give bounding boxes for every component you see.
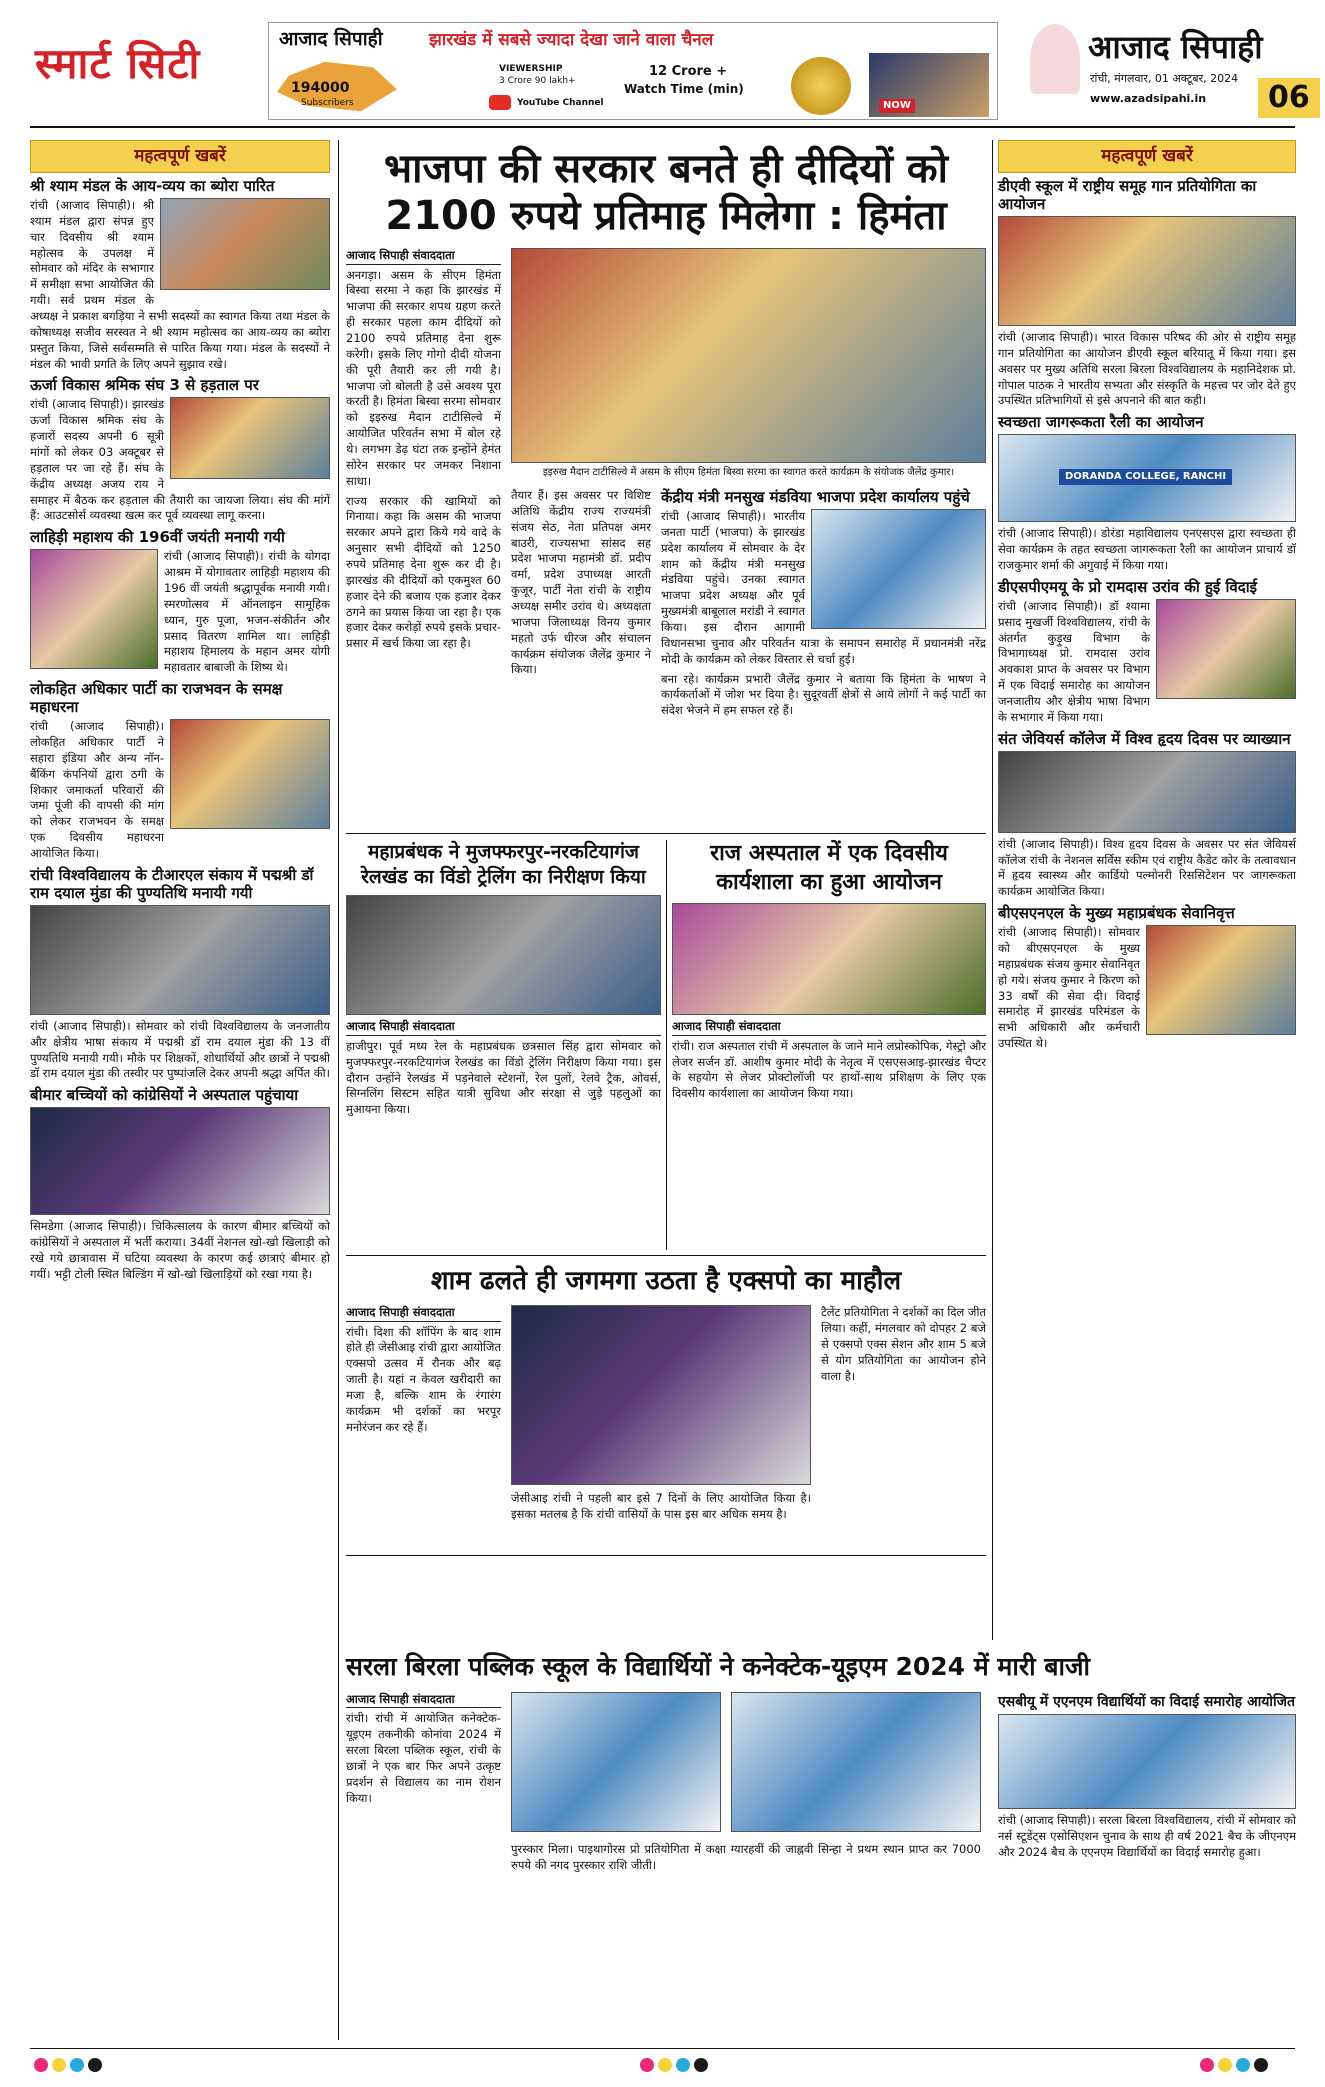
sbps-text-b: पुरस्कार मिला। पाइथागोरस प्रो प्रतियोगिता में कक्षा ग्यारहवीं की जाह्नवी सिन्हा ने प्रथम स्थान प्राप्त कर 7000 रुपये की नगद पुरस्कार राशि जीती।	[511, 1841, 981, 1872]
right-article-6	[998, 1690, 1296, 1860]
right-article-4-text: रांची (आजाद सिपाही)। विश्व हृदय दिवस के अवसर पर संत जेवियर्स कॉलेज रांची के नेशनल सर्विस स्कीम एवं राष्ट्रीय कैडेट कोर के तत्वावधान में हृदय स्वास्थ्य और कार्डियो पल्मोनरी रिससिटेशन पर जागरूकता कार्यक्रम आयोजित किया।	[998, 836, 1296, 899]
pen-icon	[1030, 24, 1080, 94]
right-article-1-photo	[998, 216, 1296, 326]
page-number: 06	[1258, 78, 1320, 118]
rail-text: हाजीपुर। पूर्व मध्य रेल के महाप्रबंधक छत्रसाल सिंह द्वारा सोमवार को मुजफ्फरपुर-नरकटियागंज रेलखंड का विंडो ट्रेलिंग निरीक्षण किया गया। इस दौरान उन्होंने रेलखंड में पड़नेवाले स्टेशनों, रेल पुलों, रेलवे ट्रैक, ओवर्स, सिग्नलिंग सिस्टम सहित यात्री सुविधा और संरक्षा से जुड़े पहलुओं का मुआयना किया।	[346, 1038, 661, 1117]
left-article-6-title: बीमार बच्चियों को कांग्रेसियों ने अस्पताल पहुंचाया	[30, 1086, 299, 1105]
center-column	[346, 140, 986, 1556]
lead-text-a: अनगड़ा। असम के सीएम हिमंता बिस्वा सरमा ने कहा कि झारखंड में भाजपा की सरकार शपथ ग्रहण करते ही सरकार पहला काम दीदियों को 2100 रुपये प्रतिमाह देना शुरू करेगी। इसके लिए गोगो दीदी योजना की पूरी तैयारी कर ली गयी है। भाजपा जो बोलती है उसे अवश्य पूरा करती है। हिमंता बिस्वा सरमा सोमवार को इइरुख मैदान टाटीसिल्वे में आयोजित परिवर्तन सभा में बोल रहे थे। लगभग डेढ़ घंटा तक इन्होंने हेमंत सोरेन सरकार पर जमकर निशाना साधा।	[346, 267, 501, 488]
sbps-photo-1	[511, 1692, 721, 1832]
left-article-3-title: लाहिड़ी महाशय की 196वीं जयंती मनायी गयी	[30, 528, 285, 547]
expo-caption: जेसीआइ रांची ने पहली बार इसे 7 दिनों के लिए आयोजित किया है। इसका मतलब है कि रांची वासियों के पास इस बार अधिक समय है।	[511, 1491, 811, 1521]
reg-dot-icon	[658, 2058, 672, 2072]
right-article-6-photo	[998, 1714, 1296, 1809]
left-article-2-text: रांची (आजाद सिपाही)। झारखंड ऊर्जा विकास श्रमिक संघ के हजारों सदस्य अपनी 6 सूत्री मांगों को लेकर 03 अक्टूबर से हड़ताल पर जा रहे हैं। संघ के केंद्रीय अध्यक्ष अजय राय ने समाहर में बैठक कर हड़ताल की तैयारी का जायजा लिया। संघ की मांगें हैं: आउटसोर्स व्यवस्था खत्म कर पूर्व व्यवस्था लागू करना।	[30, 397, 330, 523]
left-article-4-photo	[170, 719, 330, 829]
sbps-byline: आजाद सिपाही संवाददाता	[346, 1692, 501, 1709]
hospital-title-1: राज अस्पताल में एक दिवसीय	[710, 841, 948, 866]
subs-count: 194000	[291, 80, 350, 96]
left-section-title: महत्वपूर्ण खबरें	[30, 140, 330, 173]
footer-dots-mid	[640, 2058, 712, 2076]
left-article-3-photo	[30, 549, 158, 669]
youtube-label: YouTube Channel	[517, 98, 604, 108]
reg-dot-icon	[1254, 2058, 1268, 2072]
left-article-6-text: सिमडेगा (आजाद सिपाही)। चिकित्सालय के कारण बीमार बच्चियों को कांग्रेसियों ने अस्पताल में भर्ती कराया। 34वीं नेशनल खो-खो खिलाड़ी को रखे गये छात्रावास में घटिया व्यवस्था के कारण कई छात्राएं बीमार हो गयीं। भट्टी टोली स्थित बिल्डिंग में खो-खो खिलाड़ियों को रखा गया है।	[30, 1219, 330, 1281]
lead-photo-caption: इइरुख मैदान टाटीसिल्वे में असम के सीएम हिमंता बिस्वा सरमा का स्वागत करते कार्यक्रम के संयोजक जैलेंद्र कुमार।	[542, 467, 955, 478]
left-article-5-photo	[30, 905, 330, 1015]
reg-dot-icon	[1236, 2058, 1250, 2072]
expo-text-b: टैलेंट प्रतियोगिता ने दर्शकों का दिल जीत लिया। कहीं, मंगलवार को दोपहर 2 बजे से एक्सपो एक्स सेशन और शाम 5 बजे से योग प्रतियोगिता का आयोजन होने वाला है।	[821, 1305, 986, 1383]
lead-text-b: राज्य सरकार की खामियों को गिनाया। कहा कि असम की भाजपा सरकार अपने द्वारा किये गये वादे के अनुसार सभी दीदियों को 1250 रुपये प्रतिमाह देना शुरू कर दी है। झारखंड की दीदियों को एकमुश्त 60 हजार देने की बजाय एक हजार देकर ठगने का प्रयास किया जा रहा है। एक हजार देकर करोड़ों रुपये इसके प्रचार-प्रसार में खर्च किया जा रहा है।	[346, 493, 501, 651]
expo-text: रांची। दिशा की शॉपिंग के बाद शाम होते ही जेसीआइ रांची द्वारा आयोजित एक्सपो उत्सव में रौनक और बढ़ जाती है। यहां न केवल खरीदारी का मजा है, बल्कि शाम के रंगारंग कार्यक्रम भी दर्शकों का भरपूर मनोरंजन कर रहे हैं।	[346, 1324, 501, 1434]
reg-dot-icon	[52, 2058, 66, 2072]
masthead	[30, 14, 1310, 126]
reg-dot-icon	[1218, 2058, 1232, 2072]
right-article-6-text: रांची (आजाद सिपाही)। सरला बिरला विश्वविद्यालय, रांची में सोमवार को नर्स स्टूडेंट्स एसोसिएशन चुनाव के साथ ही वर्ष 2021 बैच के जीएनएम और 2024 बैच के एएनएम विद्यार्थियों का विदाई समारोह हुआ।	[998, 1812, 1296, 1859]
left-article-5-title: रांची विश्वविद्यालय के टीआरएल संकाय में पद्मश्री डॉ राम दयाल मुंडा की पुण्यतिथि मनायी गयी	[30, 865, 314, 902]
channel-ad	[268, 22, 998, 120]
right-article-2-photo	[998, 434, 1296, 522]
right-article-3-title: डीएसपीएमयू के प्रो रामदास उरांव की हुई विदाई	[998, 577, 1257, 596]
left-article-4-text: रांची (आजाद सिपाही)। लोकहित अधिकार पार्टी ने सहारा इंडिया और अन्य नॉन-बैंकिंग कंपनियों द्वारा ठगी के शिकार जमाकर्ता परिवारों की जमा पूंजी की वापसी की मांग को लेकर राजभवन के समक्ष एक दिवसीय महाधरना आयोजित किया।	[30, 719, 164, 861]
rail-photo	[346, 895, 661, 1015]
subs-label: Subscribers	[301, 98, 354, 108]
award-badge-icon	[791, 57, 851, 115]
right-section-title: महत्वपूर्ण खबरें	[998, 140, 1296, 173]
right-article-1-title: डीएवी स्कूल में राष्ट्रीय समूह गान प्रतियोगिता का आयोजन	[998, 176, 1257, 213]
watch-time-label: Watch Time (min)	[624, 82, 744, 96]
left-article-1-photo	[160, 198, 330, 290]
right-article-4-title: संत जेवियर्स कॉलेज में विश्व हृदय दिवस पर व्याख्यान	[998, 729, 1291, 748]
rail-title-1: महाप्रबंधक ने मुजफ्फरपुर-नरकटियागंज	[367, 841, 640, 863]
mandaviya-photo	[811, 509, 986, 629]
lead-photo	[511, 248, 986, 463]
ad-tagline: झारखंड में सबसे ज्यादा देखा जाने वाला चैनल	[429, 30, 714, 50]
watch-time-value: 12 Crore +	[649, 64, 728, 79]
expo-photo	[511, 1305, 811, 1485]
rail-title-2: रेलखंड का विंडो ट्रेलिंग का निरीक्षण किया	[361, 865, 646, 888]
viewership-label: VIEWERSHIP	[499, 64, 563, 74]
reg-dot-icon	[1200, 2058, 1214, 2072]
mandaviya-text-b: बना रहे। कार्यक्रम प्रभारी जैलेंद्र कुमार ने बताया कि हिमंता के भाषण ने कार्यकर्ताओं में जोश भर दिया है। सुदूरवर्ती क्षेत्रों से आये लोगों ने कई पार्टी का संदेश भेजने में हम सफल रहे हैं।	[661, 671, 986, 718]
youtube-icon	[489, 95, 511, 110]
hospital-byline: आजाद सिपाही संवाददाता	[672, 1019, 986, 1036]
expo-byline: आजाद सिपाही संवाददाता	[346, 1305, 501, 1322]
now-badge: NOW	[879, 99, 915, 113]
ad-brand: आजाद सिपाही	[279, 28, 383, 50]
left-article-2-photo	[170, 397, 330, 479]
footer-dots-right	[1200, 2058, 1272, 2076]
sbps-title: सरला बिरला पब्लिक स्कूल के विद्यार्थियों ने कनेक्टेक-यूइएम 2024 में मारी बाजी	[346, 1652, 1091, 1681]
paper-name: आजाद सिपाही	[1088, 28, 1263, 66]
left-article-1-title: श्री श्याम मंडल के आय-व्यय का ब्योरा पारित	[30, 176, 275, 195]
reg-dot-icon	[34, 2058, 48, 2072]
right-article-1-text: रांची (आजाद सिपाही)। भारत विकास परिषद की ओर से राष्ट्रीय समूह गान प्रतियोगिता का आयोजन डीएवी स्कूल बरियातू में किया गया। इस अवसर पर मुख्य अतिथि सरला बिरला विश्वविद्यालय के महानिदेशक प्रो. गोपाल पाठक ने भारतीय सभ्यता और संस्कृति के महत्त्व पर जोर देते हुए उपस्थित प्रतिभागियों से इसे अपनाने की बात कही।	[998, 329, 1296, 408]
sbps-text: रांची। रांची में आयोजित कनेक्टेक-यूइएम तकनीकी कोनांवा 2024 में सरला बिरला पब्लिक स्कूल, रांची के छात्रों ने एक बार फिर अपने उत्कृष्ट प्रदर्शन से विद्यालय का नाम रोशन किया।	[346, 1711, 501, 1805]
right-article-6-title: एसबीयू में एएनएम विद्यार्थियों का विदाई समारोह आयोजित	[998, 1694, 1295, 1710]
section-name: स्मार्ट सिटी	[35, 39, 201, 88]
mandaviya-title: केंद्रीय मंत्री मनसुख मंडविया भाजपा प्रदेश कार्यालय पहुंचे	[661, 488, 970, 506]
expo-title: शाम ढलते ही जगमगा उठता है एक्सपो का माहौल	[430, 1266, 902, 1296]
left-article-3-text: रांची (आजाद सिपाही)। रांची के योगदा आश्रम में योगावतार लाहिड़ी महाशय की 196 वीं जयंती श्रद्धापूर्वक मनायी गयी। स्मरणोत्सव में ऑनलाइन सामूहिक ध्यान, गुरु पूजा, भजन-संकीर्तन और प्रसाद वितरण शामिल था। लाहिड़ी महाशय हिमालय के महान अमर योगी महावतार बाबाजी के शिष्य थे।	[164, 549, 330, 675]
hospital-text: रांची। राज अस्पताल रांची में अस्पताल के जाने माने लप्रोस्कोपिक, गेस्ट्रो और लेजर सर्जन डॉ. आशीष कुमार मोदी के नेतृत्व में एसएसआइ-झारखंड चैप्टर के सहयोग से लेजर प्रोक्टोलॉजी पर हाथों-साथ प्रशिक्षण के लिए एक दिवसीय कार्यशाला का आयोजन किया गया।	[672, 1038, 986, 1101]
right-article-4-photo	[998, 751, 1296, 833]
rail-byline: आजाद सिपाही संवाददाता	[346, 1019, 661, 1036]
left-article-1-text: रांची (आजाद सिपाही)। श्री श्याम मंडल द्वारा संपन्न हुए चार दिवसीय श्री श्याम महोत्सव के उपलक्ष में सोमवार को मंदिर के सभागार में समीक्षा सभा आयोजित की गयी। सर्व प्रथम मंडल के अध्यक्ष ने प्रकाश बगड़िया ने सभी सदस्यों का स्वागत किया तथा मंडल के कोषाध्यक्ष सजीव सरस्वत ने श्री श्याम महोत्सव का आय-व्यय का ब्योरा प्रस्तुत किया, जिसे सर्वसम्मति से पारित किया गया। मंडल के सदस्यों ने मंडल की भावी प्रगति के लिए अपने सुझाव रखे।	[30, 197, 330, 371]
viewership-value: 3 Crore 90 lakh+	[499, 76, 576, 86]
left-article-6-photo	[30, 1107, 330, 1215]
left-article-4-title: लोकहित अधिकार पार्टी का राजभवन के समक्ष महाधरना	[30, 680, 283, 717]
footer-dots-left	[34, 2058, 106, 2076]
lead-title-line-1: भाजपा की सरकार बनते ही दीदियों को	[384, 146, 948, 192]
date-line: रांची, मंगलवार, 01 अक्टूबर, 2024	[1090, 72, 1239, 85]
website: www.azadsipahi.in	[1090, 92, 1207, 105]
right-article-2-banner: DORANDA COLLEGE, RANCHI	[1059, 469, 1232, 485]
sbps-photo-2	[731, 1692, 981, 1832]
right-article-2-text: रांची (आजाद सिपाही)। डोरंडा महाविद्यालय एनएसएस द्वारा स्वच्छता ही सेवा कार्यक्रम के तहत स्वच्छता जागरूकता रैली का आयोजन प्राचार्य डॉ राजकुमार शर्मा की अगुवाई में किया गया।	[998, 526, 1296, 572]
reg-dot-icon	[88, 2058, 102, 2072]
left-article-2-title: ऊर्जा विकास श्रमिक संघ 3 से हड़ताल पर	[30, 376, 259, 395]
right-article-3-text: रांची (आजाद सिपाही)। डॉ श्यामा प्रसाद मुखर्जी विश्वविद्यालय, रांची के अंतर्गत कुड़ुख विभाग के विभागाध्यक्ष प्रो. रामदास उरांव अवकाश प्राप्त के अवसर पर विभाग में एक विदाई समारोह का आयोजन जनजातीय और क्षेत्रीय भाषा विभाग के सभागार में किया गया।	[998, 598, 1150, 724]
lead-title-line-2: 2100 रुपये प्रतिमाह मिलेगा : हिमंता	[385, 193, 947, 239]
right-article-5-title: बीएसएनएल के मुख्य महाप्रबंधक सेवानिवृत्त	[998, 904, 1235, 923]
reg-dot-icon	[676, 2058, 690, 2072]
reg-dot-icon	[70, 2058, 84, 2072]
reg-dot-icon	[640, 2058, 654, 2072]
reg-dot-icon	[694, 2058, 708, 2072]
right-article-5-photo	[1146, 925, 1296, 1035]
lead-byline: आजाद सिपाही संवाददाता	[346, 248, 501, 265]
left-article-5-text: रांची (आजाद सिपाही)। सोमवार को रांची विश्वविद्यालय के जनजातीय और क्षेत्रीय भाषा संकाय में पद्मश्री डॉ राम दयाल मुंडा की 13 वीं पुण्यतिथि मनायी गयी। मौके पर शिक्षकों, शोधार्थियों और छात्रों ने पद्मश्री डॉ राम दयाल मुंडा की तस्वीर पर पुष्पांजलि देकर अपनी श्रद्धा अर्पित की।	[30, 1018, 330, 1081]
footer-rule	[30, 2048, 1295, 2049]
lead-text-c: तैयार हैं। इस अवसर पर विशिष्ट अतिथि केंद्रीय राज्य राज्यमंत्री संजय सेठ, नेता प्रतिपक्ष अमर बाउरी, राज्यसभा सांसद सह प्रदेश भाजपा महामंत्री डॉ. प्रदीप वर्मा, प्रदेश उपाध्यक्ष आरती कुजूर, पार्टी नेता रांची के राष्ट्रीय अध्यक्ष समीर उरांव थे। अध्यक्षता भाजपा जिलाध्यक्ष विनय कुमार महतो उर्फ धीरज और संचालन कार्यक्रम संयोजक जैलेंद्र कुमार ने किया।	[511, 488, 651, 677]
right-article-2-title: स्वच्छता जागरूकता रैली का आयोजन	[998, 413, 1204, 432]
hospital-title-2: कार्यशाला का हुआ आयोजन	[716, 869, 942, 895]
right-article-3-photo	[1156, 599, 1296, 699]
left-column	[30, 140, 330, 1283]
right-article-5-text: रांची (आजाद सिपाही)। सोमवार को बीएसएनएल के मुख्य महाप्रबंधक संजय कुमार सेवानिवृत हो गये। संजय कुमार ने किरण को 33 वर्षों की सेवा दी। विदाई समारोह में झारखंड परिमंडल के सभी अधिकारी और कर्मचारी उपस्थित थे।	[998, 925, 1140, 1051]
hospital-photo	[672, 903, 986, 1015]
mandaviya-text: रांची (आजाद सिपाही)। भारतीय जनता पार्टी (भाजपा) के झारखंड प्रदेश कार्यालय में सोमवार के देर शाम को केंद्रीय मंत्री मनसुख मंडविया पहुंचे। उनका स्वागत भाजपा प्रदेश अध्यक्ष और पूर्व मुख्यमंत्री बाबूलाल मरांडी ने स्वागत किया। इस दौरान आगामी विधानसभा चुनाव और परिवर्तन यात्रा के समापन समारोह में प्रधानमंत्री नरेंद्र मोदी के कार्यक्रम को लेकर विस्तार से चर्चा हुई।	[661, 509, 986, 666]
right-column	[998, 140, 1296, 1052]
